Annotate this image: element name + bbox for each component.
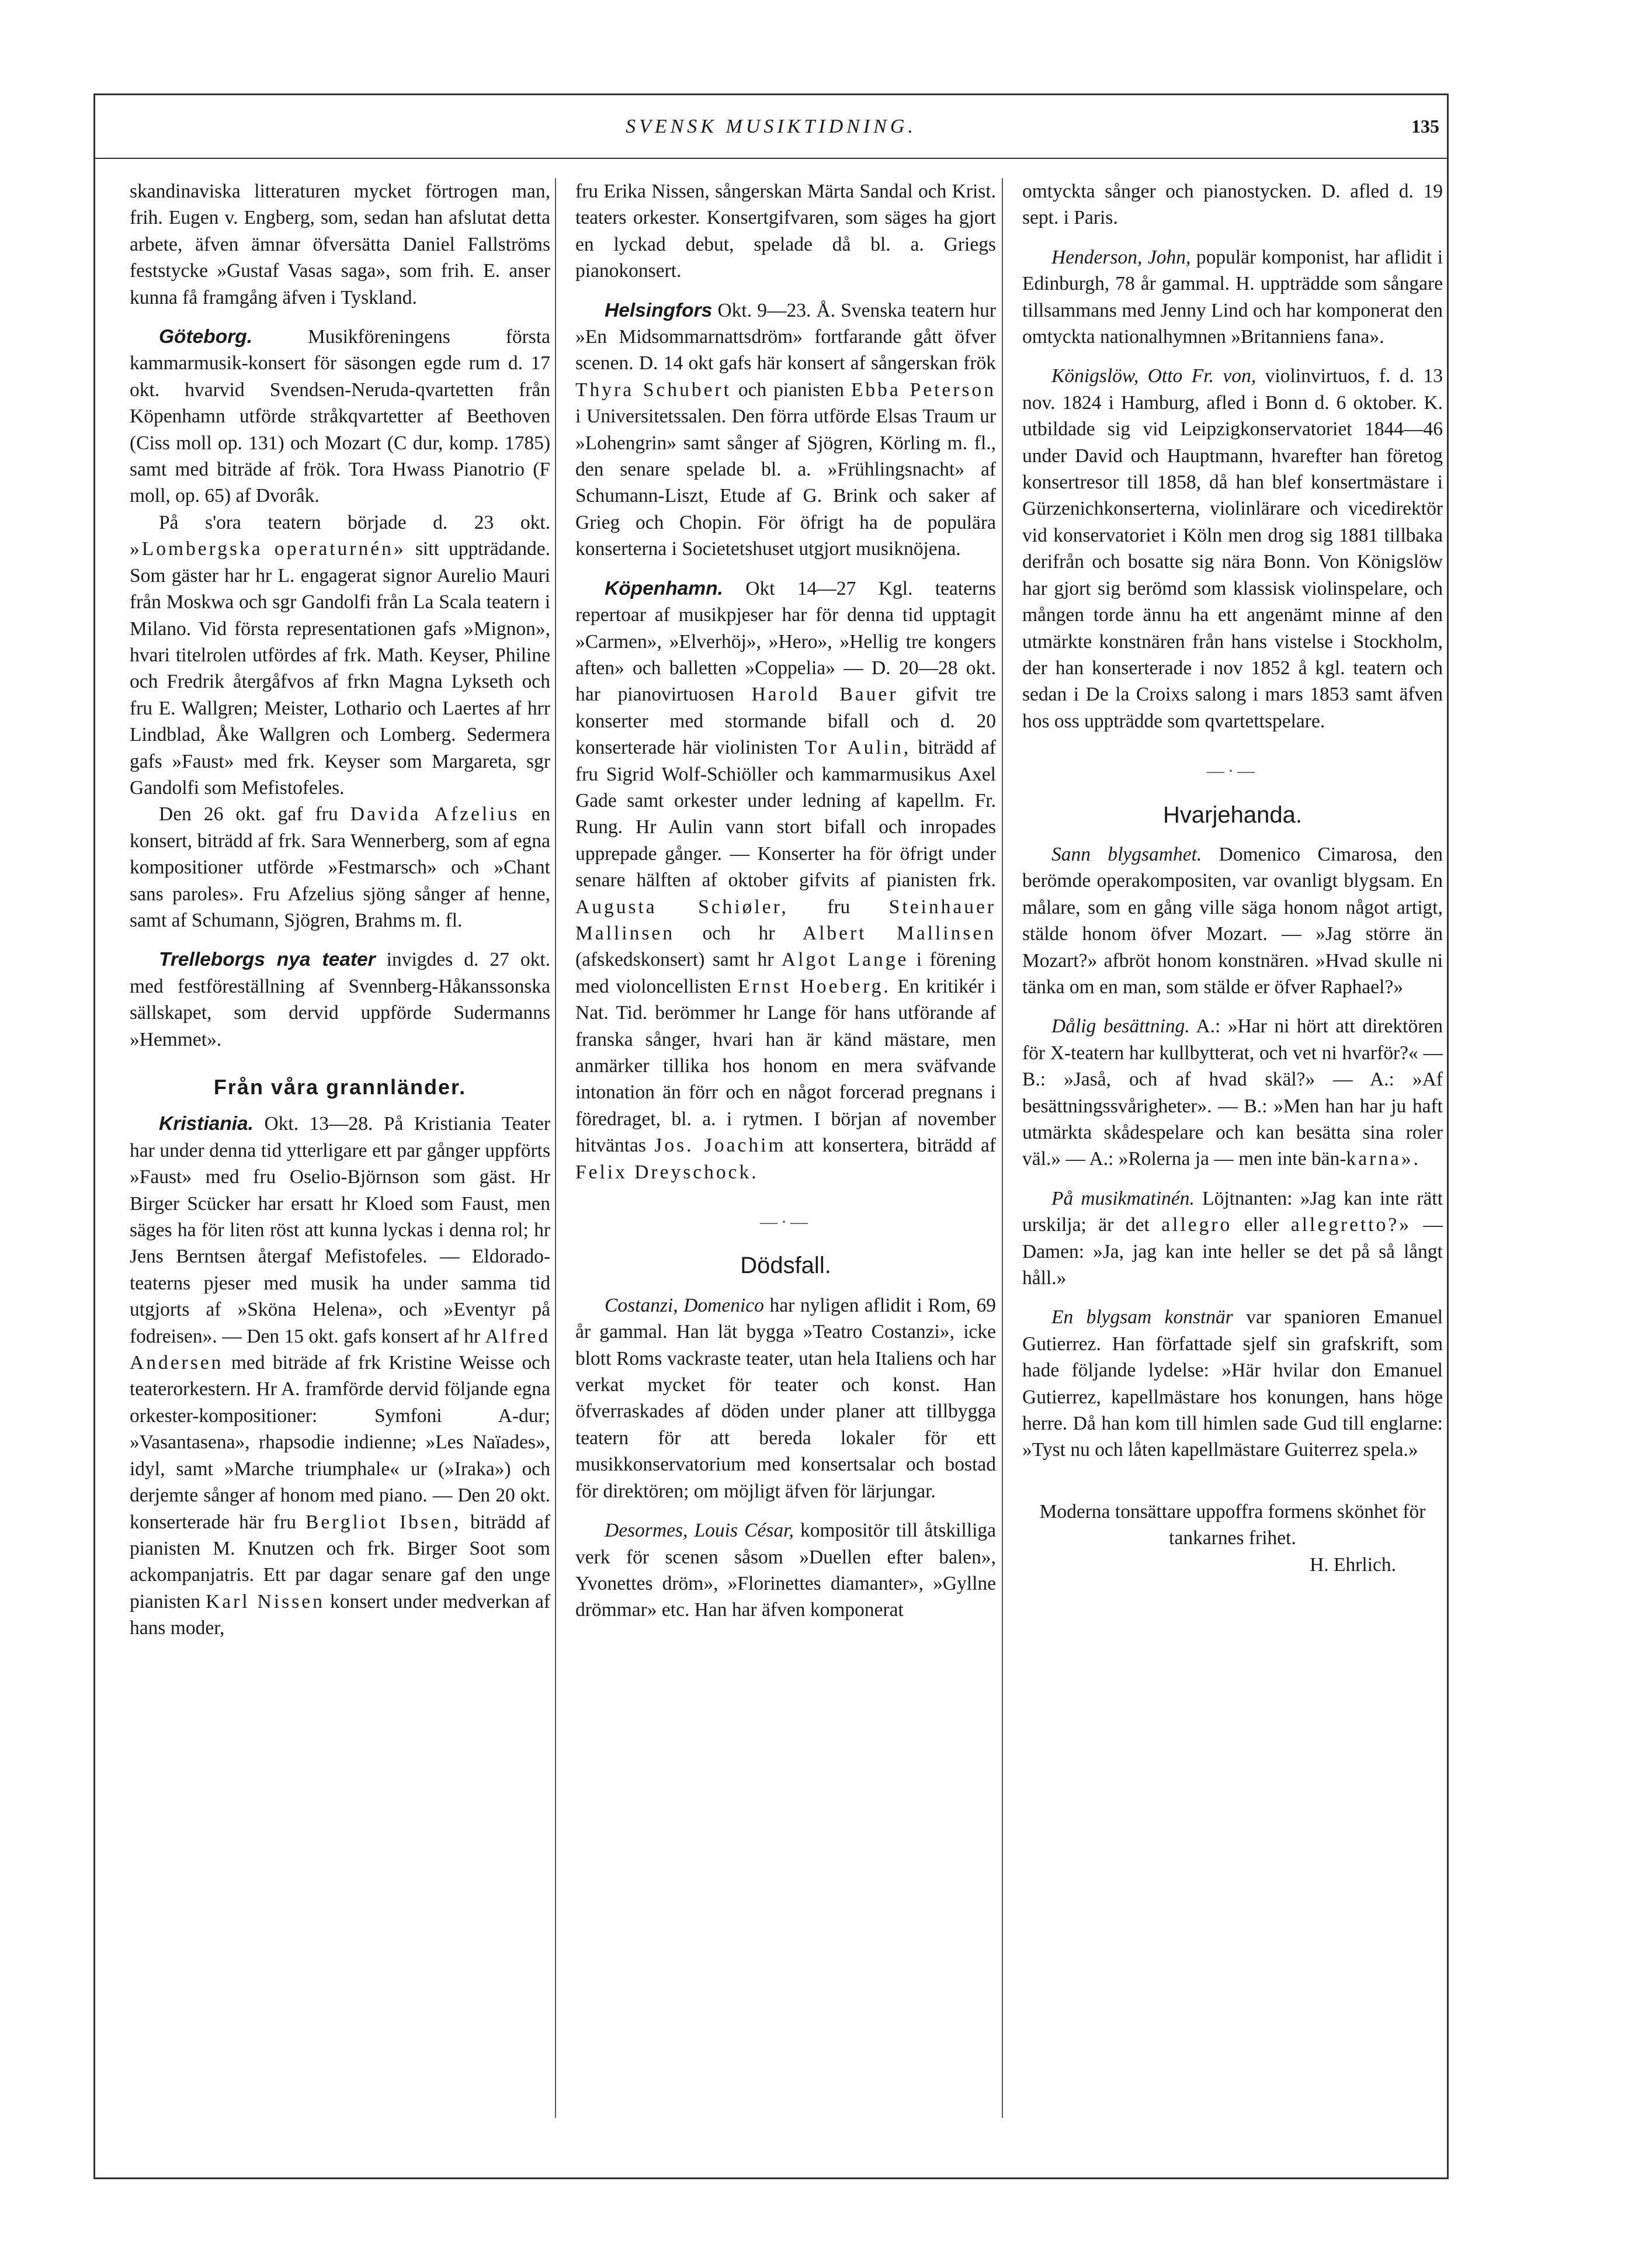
matinen-allegro: allegro xyxy=(1161,1214,1233,1236)
kristiania-name-nissen: Karl Nissen xyxy=(206,1590,325,1612)
helsingfors-text-b: och pianisten xyxy=(738,379,845,401)
column-left xyxy=(130,178,550,1642)
obituary-name-costanzi: Costanzi, Domenico xyxy=(605,1294,764,1316)
kristiania-text-a: Okt. 13—28. På Kristiania Teater har under denna tid ytterligare ett par gånger uppförts »Faust» med fru Oselio-Björnson som gäst. Hr Birger Scücker har ersatt hr Kloed som Faust, men säges ha för liten röst att kunna lyckas i denna rol; hr Jens Berntsen återgaf Mefistofeles. — Eldorado-teaterns pjeser med musik ha under samma tid utgjorts af »Sköna Helena», och »Eventyr på fodreisen». — Den 15 okt. gafs konsert af hr xyxy=(130,1113,550,1347)
paragraph-stora-teatern xyxy=(130,509,550,801)
sann-text: Domenico Cimarosa, den berömde operakompositen, var ovanligt blygsam. En målare, som en gång ville säga honom något artigt, stälde honom öfver Mozart. — »Jag större än Mozart?» afbröt honom konstnären. »Hvad skulle ni tänka om en man, som stälde er öfver Raphael?» xyxy=(1022,843,1443,998)
matinen-allegretto: allegretto?» xyxy=(1290,1214,1411,1236)
kopenhamn-name-mallinsen: Albert Mallinsen xyxy=(802,922,997,944)
paragraph-afzelius xyxy=(130,801,550,934)
dalig-text: A.: »Har ni hört att direktören för X-teatern har kullbytterat, och vet ni hvarför?« — B.: »Jaså, och af hvad skäl?» — A.: »Af besättningssvårigheter». — B.: »Men han har ju haft utmärkta skådespelare och kan besätta sina roler väl.» — A.: »Rolerna ja — men inte bän- xyxy=(1022,1015,1443,1170)
kopenhamn-name-aulin: Tor Aulin, xyxy=(804,737,911,759)
konigslow-text: violinvirtuos, f. d. 13 nov. 1824 i Hamburg, afled i Bonn d. 6 oktober. K. utbildade sig vid Leipzigkonservatoriet 1844—46 under David och Hauptmann, hvarefter han företog konsertresor till 1858, då han blef konsertmästare i Gürzenichkonserterna, violinlärare och vicedirektör vid konservatoriet i Köln men drog sig 1881 tillbaka derifrån och bosatte sig nära Bonn. Von Königslöw har gjort sig berömd som klassisk violinspelare, och mången torde ännu ha ett angenämt minne af den utmärkte konstnären från hans vistelse i Stockholm, der han konserterade i nov 1852 å kgl. teatern och sedan i De la Croixs salong i mars 1853 samt äfven hos oss uppträdde som qvartettspelare. xyxy=(1022,365,1443,732)
kopenhamn-text-h: En kritikér i Nat. Tid. berömmer hr Lange för hans utförande af franska sånger, hvari han är känd mästare, men anmärker tillika hos honom en mera sväfvande intonation än förr och en något forcerad pregnans i föredraget, bl. a. i rytmen. I början af november hitväntas xyxy=(575,975,996,1157)
paragraph-kristiania xyxy=(130,1111,550,1641)
place-trelleborg: Trelleborgs nya teater xyxy=(159,949,376,971)
anecdote-title-dalig: Dålig besättning. xyxy=(1051,1015,1190,1038)
column-right xyxy=(1022,178,1443,1578)
kristiania-name-andersen: Alfred Andersen xyxy=(130,1325,551,1374)
section-heading-hvarjehanda: Hvarjehanda. xyxy=(1163,802,1302,828)
anecdote-title-matinen: På musikmatinén. xyxy=(1051,1187,1195,1209)
dalig-spaced: karna». xyxy=(1346,1148,1421,1170)
matinen-text-b: eller xyxy=(1244,1214,1279,1236)
quote-author: H. Ehrlich. xyxy=(1310,1553,1396,1576)
place-kristiania: Kristiania. xyxy=(159,1113,254,1135)
closing-quote: Moderna tonsättare uppoffra formens skönhet för tankarnes frihet. xyxy=(1039,1500,1426,1549)
kopenhamn-text-c: biträdd af fru Sigrid Wolf-Schiöller och kammarmusikus Axel Gade samt orkester under ledning af kapellm. Fr. Rung. Hr Aulin vann stort bifall och inropades upprepade gånger. — Konserter ha för öfrigt under senare hälften af oktober gifvits af pianisten frk. xyxy=(575,737,996,892)
paragraph-kopenhamn xyxy=(575,575,996,1185)
paragraph-costanzi xyxy=(575,1292,996,1504)
place-goteborg: Göteborg. xyxy=(159,326,253,348)
helsingfors-name-schubert: Thyra Schubert xyxy=(575,379,731,401)
journal-title: SVENSK MUSIKTIDNING. xyxy=(626,116,917,137)
afzelius-text-a: Den 26 okt. gaf fru xyxy=(159,803,338,826)
kristiania-text-b: med biträde af frk Kristine Weisse och teaterorkestern. Hr A. framförde dervid följande egna orkester-kompositioner: Symfoni A-dur; »Vasantasena», rhapsodie indienne; »Les Naïades», idyl, samt »Marche triumphale« ur (»Iraka») och derjemte sånger af honom med piano. — Den 20 okt. konserterade här fru xyxy=(130,1352,550,1533)
paragraph-musikmatinen xyxy=(1022,1185,1443,1292)
blygsam-text: var spanioren Emanuel Gutierrez. Han författade sjelf sin grafskrift, som hade följande lydelse: »Här hvilar don Emanuel Gutierrez, kapellmästare hos konungen, hans höge herre. Då han kom till himlen sade Gud till englarne: »Tyst nu och låten kapellmästare Guiterrez spela.» xyxy=(1022,1306,1443,1461)
desormes-text: kompositör till åtskilliga verk för scenen såsom »Duellen efter balen», Yvonettes dröm», »Florinettes diamanter», »Gyllne drömmar» etc. Han har äfven komponerat xyxy=(575,1520,997,1621)
paragraph-trelleborg xyxy=(130,946,550,1053)
kopenhamn-name-schioler: Augusta Schiøler, xyxy=(575,896,789,918)
kopenhamn-text-d: fru xyxy=(827,896,851,918)
kopenhamn-name-lange: Algot Lange xyxy=(781,949,909,971)
costanzi-text: har nyligen aflidit i Rom, 69 år gammal. Han lät bygga »Teatro Costanzi», icke blott Roms vackraste teater, utan hela Italiens och har verkat mycket för teater och konst. Han öfverraskades af döden under planer att tillbygga teatern för att bereda lokaler för ett musikkonservatorium med konsertsalar och bostad för direktören; om möjligt äfven för lärjungar. xyxy=(575,1294,996,1502)
trelleborg-text: invigdes d. 27 okt. med festföreställning af Svennberg-Håkanssonska sällskapet, som dervid uppförde Sudermanns »Hemmet». xyxy=(130,949,550,1050)
kopenhamn-name-joachim: Jos. Joachim xyxy=(654,1135,786,1157)
helsingfors-text-c: i Universitetssalen. Den förra utförde Elsas Traum ur »Lohengrin» samt sånger af Sjögren, Körling m. fl., den senare spelade bl. a. »Frühlingsnacht» af Schumann-Liszt, Etude af G. Brink och saker af Grieg och Chopin. För öfrigt ha de populära konserterna i Societetshuset utgjort musiknöjena. xyxy=(575,405,996,560)
paragraph-nissen-cont: fru Erika Nissen, sångerskan Märta Sandal och Krist. teaters orkester. Konsertgifvaren, som säges ha gjort en lyckad debut, spelade då bl. a. Griegs pianokonsert. xyxy=(575,181,996,282)
column-rule-2 xyxy=(1002,178,1003,2118)
kopenhamn-text-a: Okt 14—27 Kgl. teaterns repertoar af musikpjeser har för denna tid upptagit »Carmen», »Elverhöj», »Hero», »Hellig tre kongers aften» och balletten »Coppelia» — D. 20—28 okt. har pianovirtuosen xyxy=(575,577,997,706)
section-heading-grannlander: Från våra grannländer. xyxy=(213,1075,467,1099)
section-divider: —·— xyxy=(760,1212,811,1232)
anecdote-title-sann: Sann blygsamhet. xyxy=(1051,843,1202,865)
kristiania-text-d: konsert under medverkan af hans moder, xyxy=(130,1590,551,1639)
kopenhamn-text-f: (afskedskonsert) samt hr xyxy=(575,949,774,971)
paragraph-desormes xyxy=(575,1517,996,1624)
obituary-name-henderson: Henderson, John, xyxy=(1051,246,1191,268)
kopenhamn-name-bauer: Harold Bauer xyxy=(751,684,898,706)
lombergska-company: »Lombergska operaturnén» xyxy=(130,538,406,560)
place-helsingfors: Helsingfors xyxy=(605,299,713,321)
helsingfors-name-peterson: Ebba Peterson xyxy=(851,379,997,401)
stora-teatern-text-b: sitt uppträdande. Som gäster har hr L. engagerat signor Aurelio Mauri från Moskwa och sgr Gandolfi från La Scala teatern i Milano. Vid första representationen gafs »Mignon», hvari titelrolen utfördes af frk. Math. Keyser, Philine och Fredrik återgåfvos af frkn Magna Lykseth och fru E. Wallgren; Meister, Lothario och Laertes af hrr Lindblad, Åke Wallgren och Lomberg. Sedermera gafs »Faust» med frk. Keyser som Margareta, sgr Gandolfi som Mefistofeles. xyxy=(130,538,551,799)
kopenhamn-name-steinhauer: Steinhauer Mallinsen xyxy=(575,896,997,944)
place-kopenhamn: Köpenhamn. xyxy=(605,577,723,599)
obituary-name-desormes: Desormes, Louis César, xyxy=(605,1520,794,1542)
page-header xyxy=(93,111,1449,159)
kristiania-name-ibsen: Bergliot Ibsen, xyxy=(305,1511,461,1533)
helsingfors-text-a: Okt. 9—23. Å. Svenska teatern hur »En Midsommarnattsdröm» fortfarande gått öfver scenen. D. 14 okt gafs här konsert af sångerskan frök xyxy=(575,299,996,374)
paragraph-helsingfors xyxy=(575,297,996,563)
paragraph-blygsam-konstnar xyxy=(1022,1304,1443,1463)
afzelius-name: Davida Afzelius xyxy=(350,803,520,826)
kopenhamn-text-i: att konsertera, biträdd af xyxy=(794,1135,997,1157)
goteborg-text: Musikföreningens första kammarmusik-konsert för säsongen egde rum d. 17 okt. hvarvid Svendsen-Neruda-qvartetten från Köpenhamn utförde stråkqvartetter af Beethoven (Ciss moll op. 131) och Mozart (C dur, komp. 1785) samt med biträde af frök. Tora Hwass Pianotrio (F moll, op. 65) af Dvorâk. xyxy=(130,326,550,507)
paragraph-goteborg xyxy=(130,324,550,509)
anecdote-title-blygsam: En blygsam konstnär xyxy=(1051,1306,1233,1329)
paragraph-sann-blygsamhet xyxy=(1022,841,1443,1000)
afzelius-text-b: en konsert, biträdd af frk. Sara Wennerberg, som af egna kompositioner utförde »Festmarsch» och »Chant sans paroles». Fru Afzelius sjöng sånger af henne, samt af Schumann, Sjögren, Brahms m. fl. xyxy=(130,803,550,931)
section-divider: —·— xyxy=(1207,761,1258,781)
obituary-name-konigslow: Königslöw, Otto Fr. von, xyxy=(1051,365,1256,387)
matinen-text-c: — Damen: »Ja, jag kan inte heller se det på så långt håll.» xyxy=(1022,1214,1443,1289)
kopenhamn-text-b: gifvit tre konserter med stormande bifall och d. 20 konserterade här violinisten xyxy=(575,684,997,759)
paragraph-henderson xyxy=(1022,244,1443,351)
kopenhamn-name-dreyschock: Felix Dreyschock. xyxy=(575,1161,759,1183)
paragraph-litteraturen: skandinaviska litteraturen mycket förtrogen man, frih. Eugen v. Engberg, som, sedan han afslutat detta arbete, äfven ämnar öfversätta Daniel Fallströms feststycke »Gustaf Vasas saga», som frih. E. anser kunna få framgång äfven i Tyskland. xyxy=(130,181,550,308)
henderson-text: populär komponist, har aflidit i Edinburgh, 78 år gammal. H. uppträdde som sångare tillsammans med Jenny Lind och har komponerat den omtyckta nationalhymnen »Britanniens fana». xyxy=(1022,246,1443,348)
kopenhamn-name-hoeberg: Ernst Hoeberg. xyxy=(738,975,891,997)
paragraph-dalig-besattning xyxy=(1022,1013,1443,1172)
paragraph-konigslow xyxy=(1022,363,1443,734)
kopenhamn-text-g: i förening med violoncellisten xyxy=(575,949,997,997)
matinen-text-a: Löjtnanten: »Jag kan inte rätt urskilja; är det xyxy=(1022,1187,1443,1236)
column-middle xyxy=(575,178,996,1624)
kristiania-text-c: biträdd af pianisten M. Knutzen och frk. Birger Soot som ackompanjatris. Ett par dagar senare gaf den unge pianisten xyxy=(130,1511,551,1612)
paragraph-desormes-cont: omtyckta sånger och pianostycken. D. afled d. 19 sept. i Paris. xyxy=(1022,181,1443,229)
kopenhamn-text-e: och hr xyxy=(702,922,775,944)
column-rule-1 xyxy=(555,178,556,2118)
stora-teatern-text-a: På s'ora teatern började d. 23 okt. xyxy=(159,511,550,533)
page-number: 135 xyxy=(1411,116,1439,137)
section-heading-dodsfall: Dödsfall. xyxy=(740,1253,831,1279)
